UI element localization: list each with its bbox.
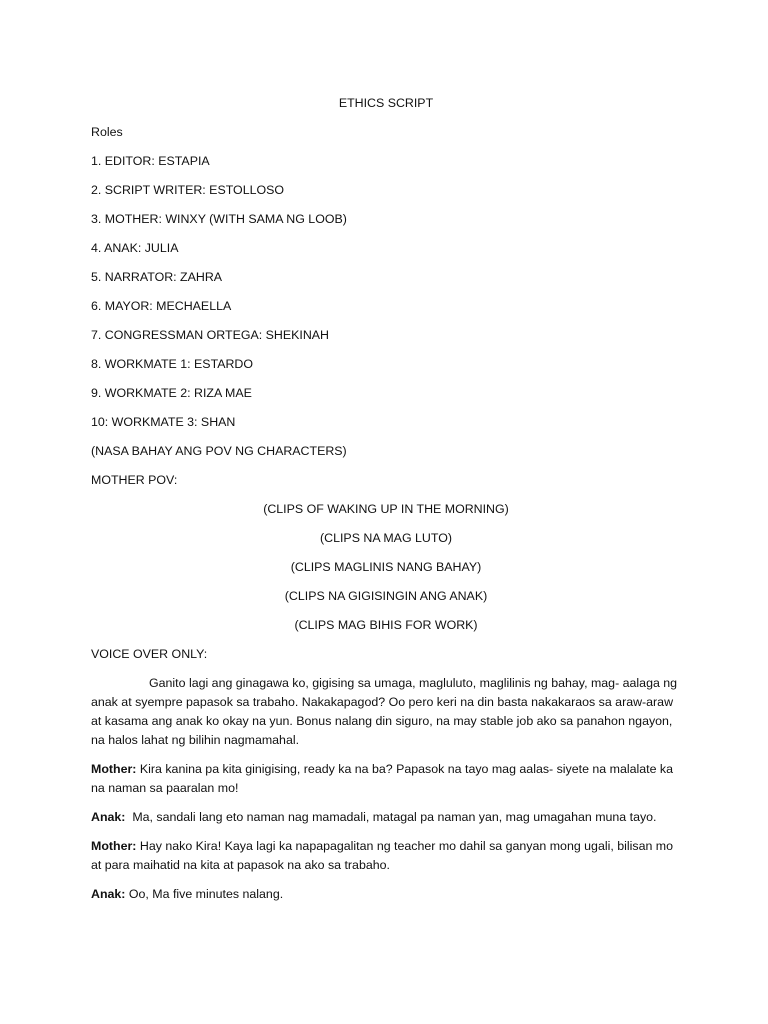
dialogue-line xyxy=(91,760,681,798)
dialogue-line xyxy=(91,837,681,875)
clip-direction: (CLIPS MAGLINIS NANG BAHAY) xyxy=(290,560,482,574)
dialogue-line xyxy=(91,885,681,904)
role-item: 6. MAYOR: MECHAELLA xyxy=(91,299,232,313)
role-item: 2. SCRIPT WRITER: ESTOLLOSO xyxy=(91,183,285,197)
role-item: 1. EDITOR: ESTAPIA xyxy=(91,154,210,168)
clip-direction: (CLIPS MAG BIHIS FOR WORK) xyxy=(294,618,478,632)
clip-direction: (CLIPS NA GIGISINGIN ANG ANAK) xyxy=(284,589,488,603)
role-item: 8. WORKMATE 1: ESTARDO xyxy=(91,357,254,371)
dialogue-line xyxy=(91,808,681,827)
speaker-name: Mother: xyxy=(91,762,137,776)
document-body xyxy=(91,94,681,914)
clip-direction: (CLIPS NA MAG LUTO) xyxy=(320,531,452,545)
clip-direction: (CLIPS OF WAKING UP IN THE MORNING) xyxy=(263,502,509,516)
role-item: 4. ANAK: JULIA xyxy=(91,241,179,255)
role-item: 7. CONGRESSMAN ORTEGA: SHEKINAH xyxy=(91,328,329,342)
voice-over-paragraph: Ganito lagi ang ginagawa ko, gigising sa umaga, magluluto, maglilinis ng bahay, mag- aalaga ng anak at syempre papasok sa trabaho. Nakakapagod? Oo pero keri na din basta nakakaraos sa araw-araw at kasama ang anak ko okay na yun. Bonus nalang din siguro, na may stable job ako sa panahon ngayon, na halos lahat ng bilihin nagmamahal. xyxy=(91,676,678,747)
setting-note: (NASA BAHAY ANG POV NG CHARACTERS) xyxy=(91,444,347,458)
role-item: 5. NARRATOR: ZAHRA xyxy=(91,270,223,284)
speaker-name: Anak: xyxy=(91,810,126,824)
pov-label: MOTHER POV: xyxy=(91,473,178,487)
speaker-name: Anak: xyxy=(91,887,126,901)
role-item: 9. WORKMATE 2: RIZA MAE xyxy=(91,386,252,400)
speaker-name: Mother: xyxy=(91,839,137,853)
role-item: 10: WORKMATE 3: SHAN xyxy=(91,415,236,429)
dialogue-text: Ma, sandali lang eto naman nag mamadali, matagal pa naman yan, mag umagahan muna tayo. xyxy=(125,810,657,824)
document-title: ETHICS SCRIPT xyxy=(338,96,434,110)
roles-heading: Roles xyxy=(91,125,123,139)
dialogue-text: Oo, Ma five minutes nalang. xyxy=(125,887,284,901)
dialogue-text: Hay nako Kira! Kaya lagi ka napapagalitan ng teacher mo dahil sa ganyan mong ugali, bilisan mo at para maihatid na kita at papasok na ako sa trabaho. xyxy=(91,839,674,872)
voice-over-label: VOICE OVER ONLY: xyxy=(91,647,208,661)
dialogue-text: Kira kanina pa kita ginigising, ready ka na ba? Papasok na tayo mag aalas- siyete na malalate ka na naman sa paaralan mo! xyxy=(91,762,673,795)
role-item: 3. MOTHER: WINXY (WITH SAMA NG LOOB) xyxy=(91,212,347,226)
